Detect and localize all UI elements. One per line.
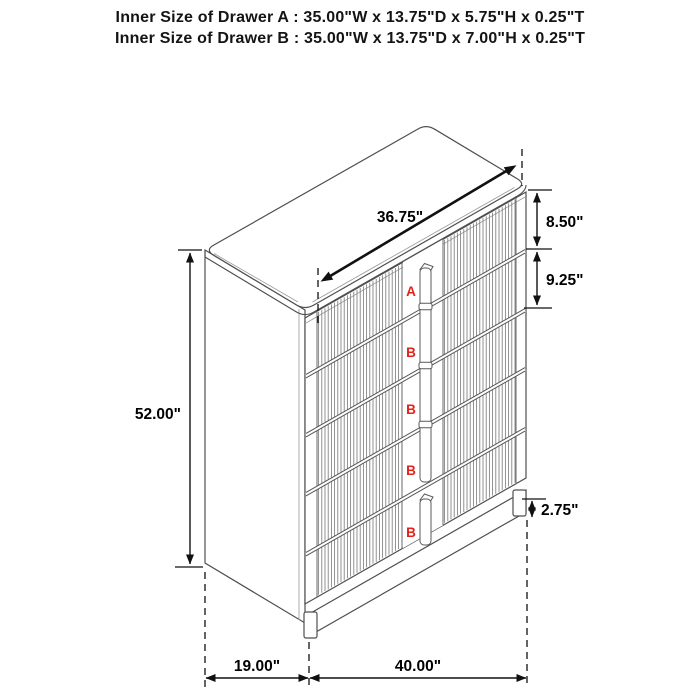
front-left-foot xyxy=(304,612,317,638)
handle-collar xyxy=(419,303,432,310)
dim-base-height-label: 2.75" xyxy=(541,502,579,519)
drawer-letter: B xyxy=(406,463,416,478)
inner-size-drawer-a: Inner Size of Drawer A : 35.00"W x 13.75"D x 5.75"H x 0.25"T xyxy=(115,9,585,26)
dim-overall-width-label: 40.00" xyxy=(394,658,442,675)
handles xyxy=(419,264,433,546)
cabinet-drawing xyxy=(205,127,526,638)
dim-depth-label: 19.00" xyxy=(233,658,281,675)
drawer-letter: B xyxy=(406,402,416,417)
inner-size-drawer-b: Inner Size of Drawer B : 35.00"W x 13.75"D x 7.00"H x 0.25"T xyxy=(114,30,586,47)
drawer-handle-bottom xyxy=(420,499,431,545)
handle-collar xyxy=(419,421,432,428)
dim-top-width-label: 36.75" xyxy=(376,209,424,226)
drawer-letter: A xyxy=(406,284,416,299)
drawer-letter: B xyxy=(406,525,416,540)
drawer-handle-top xyxy=(420,268,431,482)
side-panel xyxy=(205,250,305,623)
dim-top-drawer-label: 8.50" xyxy=(546,214,584,231)
handle-collar xyxy=(419,362,432,369)
front-right-foot xyxy=(513,490,526,516)
dim-overall-height-label: 52.00" xyxy=(134,406,181,423)
dim-middle-drawer-label: 9.25" xyxy=(546,272,584,289)
drawer-letter: B xyxy=(406,345,416,360)
